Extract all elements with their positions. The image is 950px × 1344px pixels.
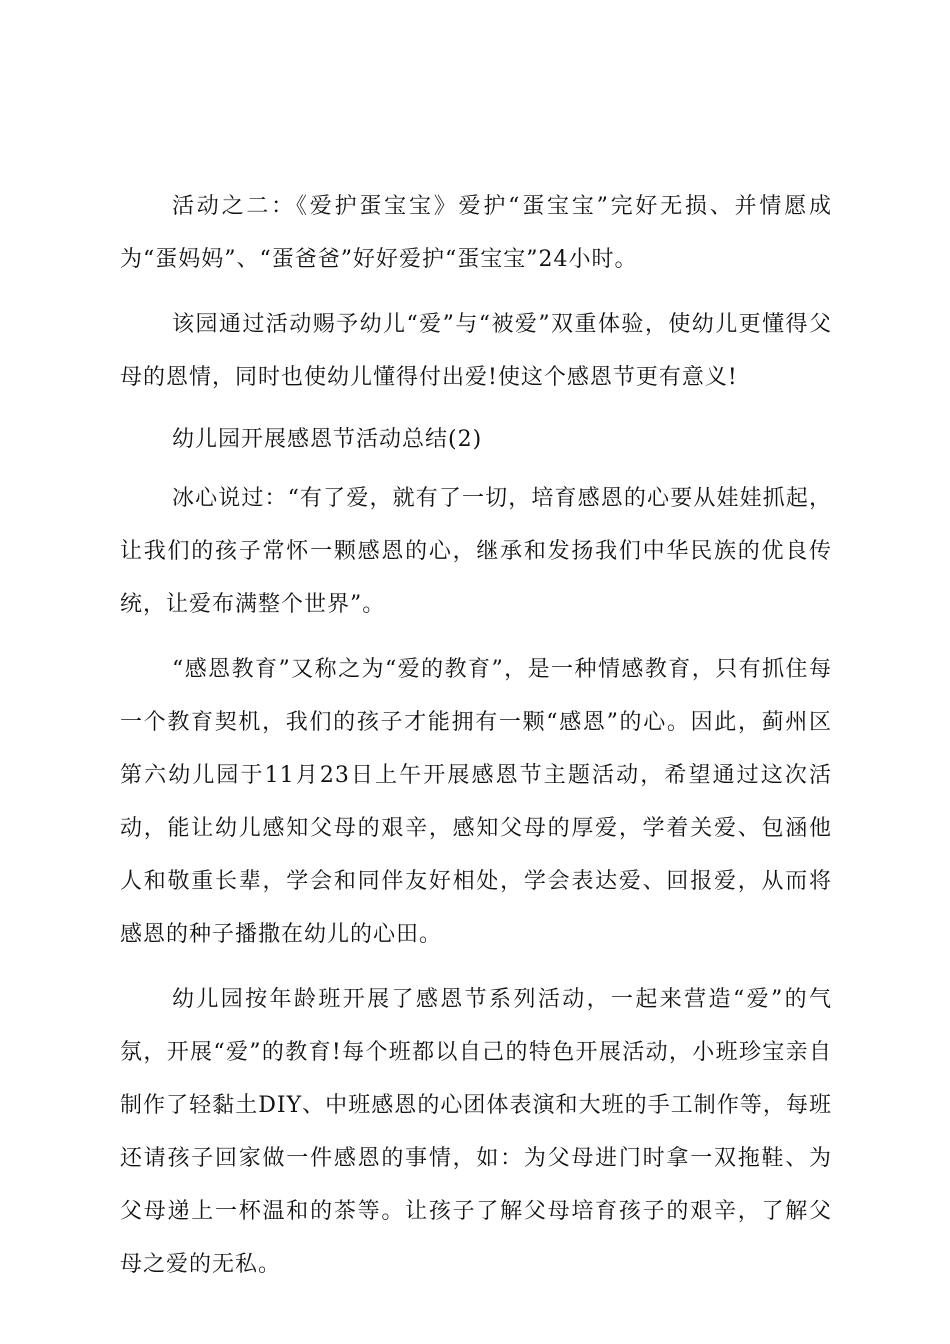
document-body — [120, 180, 832, 1303]
paragraph-bingxin-quote: 冰心说过：“有了爱，就有了一切，培育感恩的心要从娃娃抓起，让我们的孩子常怀一颗感恩的心，继承和发扬我们中华民族的优良传统，让爱布满整个世界”。 — [120, 486, 832, 617]
paragraph-class-activities: 幼儿园按年龄班开展了感恩节系列活动，一起来营造“爱”的气氛，开展“爱”的教育!每个班都以自己的特色开展活动，小班珍宝亲自制作了轻黏土DIY、中班感恩的心团体表演和大班的手工制作等，每班还请孩子回家做一件感恩的事情，如：为父母进门时拿一双拖鞋、为父母递上一杯温和的茶等。让孩子了解父母培育孩子的艰辛，了解父母之爱的无私。 — [120, 987, 832, 1277]
paragraph-activity-two: 活动之二：《爱护蛋宝宝》爱护“蛋宝宝”完好无损、并情愿成为“蛋妈妈”、“蛋爸爸”好好爱护“蛋宝宝”24小时。 — [120, 194, 832, 272]
paragraph-love-experience: 该园通过活动赐予幼儿“爱”与“被爱”双重体验，使幼儿更懂得父母的恩情，同时也使幼儿懂得付出爱!使这个感恩节更有意义! — [120, 312, 832, 390]
paragraph-gratitude-education: “感恩教育”又称之为“爱的教育”，是一种情感教育，只有抓住每一个教育契机，我们的孩子才能拥有一颗“感恩”的心。因此，蓟州区第六幼儿园于11月23日上午开展感恩节主题活动，希望通过这次活动，能让幼儿感知父母的艰辛，感知父母的厚爱，学着关爱、包涵他人和敬重长辈，学会和同伴友好相处，学会表达爱、回报爱，从而将感恩的种子播撒在幼儿的心田。 — [120, 657, 832, 947]
section-heading: 幼儿园开展感恩节活动总结(2) — [172, 427, 483, 452]
